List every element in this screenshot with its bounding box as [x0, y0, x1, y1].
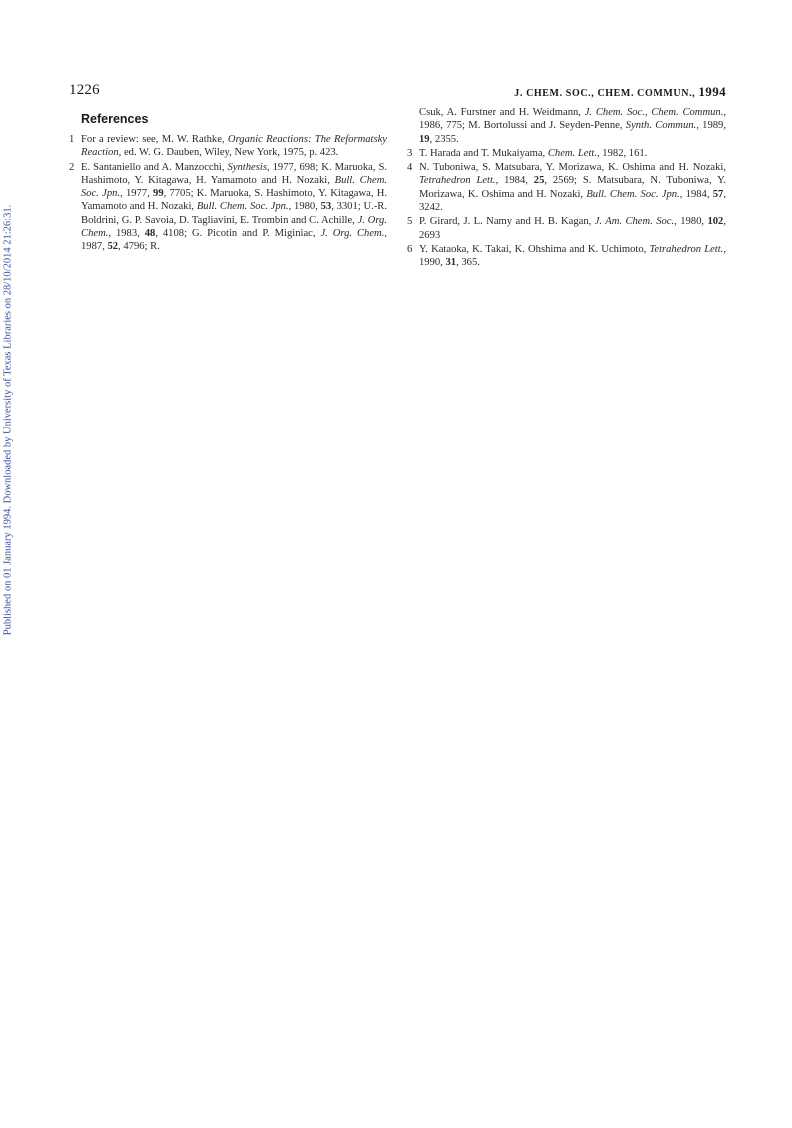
reference-text — [419, 215, 726, 242]
volume-number: 57 — [712, 188, 724, 200]
journal-name: J. Am. Chem. Soc. — [594, 216, 675, 228]
volume-number: 99 — [153, 188, 164, 200]
journal-name: J. Org. Chem. — [81, 214, 387, 240]
watermark-text: Published on 01 January 1994. Downloaded by University of Texas Libraries on 28/10/2014 21:26:31. — [2, 204, 14, 636]
reference-text-run: , 3242. — [419, 188, 726, 214]
journal-name: Synthesis — [227, 161, 267, 173]
reference-text-run: , 1980, — [288, 201, 321, 213]
reference-text-run: , 7705; K. Maruoka, S. Hashimoto, Y. Kitagawa, H. Yamamoto and H. Nozaki, — [81, 188, 388, 213]
volume-number: 52 — [107, 241, 119, 253]
reference-number: 2 — [69, 161, 75, 173]
reference-item — [69, 133, 387, 160]
reference-text-run: N. Tuboniwa, S. Matsubara, Y. Morizawa, K. Oshima and H. Nozaki, — [419, 162, 726, 174]
journal-name: Tetrahedron Lett. — [419, 175, 496, 187]
reference-text — [419, 161, 726, 214]
page-number: 1226 — [69, 82, 100, 98]
volume-number: 19 — [419, 133, 430, 145]
volume-number: 53 — [320, 201, 332, 213]
reference-text-run: , 1984, — [495, 175, 534, 187]
reference-text-run: P. Girard, J. L. Namy and H. B. Kagan, — [419, 216, 595, 228]
reference-text-run: , 2569; S. Matsubara, N. Tuboniwa, Y. Morizawa, K. Oshima and H. Nozaki, — [419, 175, 726, 200]
references-left-column — [69, 133, 387, 255]
journal-name: Bull. Chem. Soc. Jpn. — [196, 201, 289, 213]
reference-number: 6 — [407, 243, 413, 255]
reference-text-run: E. Santaniello and A. Manzocchi, — [81, 161, 228, 173]
volume-number: 31 — [445, 257, 457, 269]
volume-number: 25 — [533, 175, 545, 187]
volume-number: 48 — [144, 228, 156, 240]
reference-text-run: , 1980, — [674, 216, 708, 228]
reference-text-run: , 4796; R. — [118, 241, 160, 253]
journal-name: Chem. Lett. — [547, 147, 597, 159]
reference-text-run: , 1987, — [81, 228, 387, 253]
download-watermark — [0, 0, 16, 1128]
journal-name: J. Chem. Soc., Chem. Commun. — [584, 107, 724, 118]
journal-name: Tetrahedron Lett. — [649, 243, 724, 255]
reference-text-run: , 1984, — [679, 188, 713, 200]
references-right-list — [407, 147, 726, 270]
reference-item — [407, 215, 726, 242]
reference-text-run: , 1983, — [108, 228, 145, 240]
reference-item — [69, 161, 387, 254]
reference-text-run: , 2355. — [429, 133, 459, 145]
reference-text-run: , 4108; G. Picotin and P. Miginiac, — [155, 228, 321, 240]
journal-year: 1994 — [698, 84, 726, 99]
reference-number: 5 — [407, 216, 413, 228]
reference-number: 1 — [69, 134, 75, 145]
reference-text — [81, 133, 387, 160]
journal-name: Organic Reactions: The Reformatsky Reaction — [81, 134, 387, 159]
reference-item — [407, 147, 726, 160]
reference-text-run: , 1977, 698; K. Maruoka, S. Hashimoto, Y. Kitagawa, H. Yamamoto and H. Nozaki, — [81, 161, 388, 186]
reference-item — [407, 161, 726, 214]
volume-number: 102 — [707, 216, 724, 228]
reference-text-run: , 2693 — [419, 216, 726, 241]
reference-text-run: , 365. — [456, 257, 480, 269]
journal-header — [514, 84, 726, 100]
reference-text-run: T. Harada and T. Mukaiyama, — [419, 147, 548, 159]
reference-text-run: , 1989, — [696, 120, 726, 132]
reference-text-run: For a review: see, M. W. Rathke, — [81, 134, 228, 145]
reference-text-run: , ed. W. G. Dauben, Wiley, New York, 1975, p. 423. — [118, 147, 339, 159]
journal-name: Bull. Chem. Soc. Jpn. — [586, 188, 680, 200]
reference-text — [81, 161, 387, 254]
reference-text-run: , 1986, 775; M. Bortolussi and J. Seyden-Penne, — [419, 107, 727, 132]
reference-text-run: Csuk, A. Furstner and H. Weidmann, — [419, 107, 585, 118]
reference-text-run: , 1977, — [120, 188, 154, 200]
journal-title: J. CHEM. SOC., CHEM. COMMUN., — [514, 88, 699, 99]
references-right-column — [407, 106, 726, 271]
reference-2-continuation — [407, 106, 726, 146]
reference-text-run: Y. Kataoka, K. Takai, K. Ohshima and K. Uchimoto, — [419, 243, 650, 255]
reference-text-run: , 1982, 161. — [597, 147, 648, 159]
journal-name: J. Org. Chem. — [320, 228, 385, 240]
journal-name: Bull. Chem. Soc. Jpn. — [81, 174, 387, 200]
reference-text — [419, 243, 726, 270]
reference-text — [419, 147, 726, 160]
reference-item — [407, 243, 726, 270]
journal-name: Synth. Commun. — [625, 120, 697, 132]
reference-number: 4 — [407, 162, 413, 174]
reference-text-run: , 1990, — [419, 243, 726, 269]
references-heading: References — [81, 112, 149, 126]
reference-text-run: , 3301; U.-R. Boldrini, G. P. Savoia, D. Tagliavini, E. Trombin and C. Achille, — [81, 201, 387, 226]
reference-number: 3 — [407, 147, 413, 159]
